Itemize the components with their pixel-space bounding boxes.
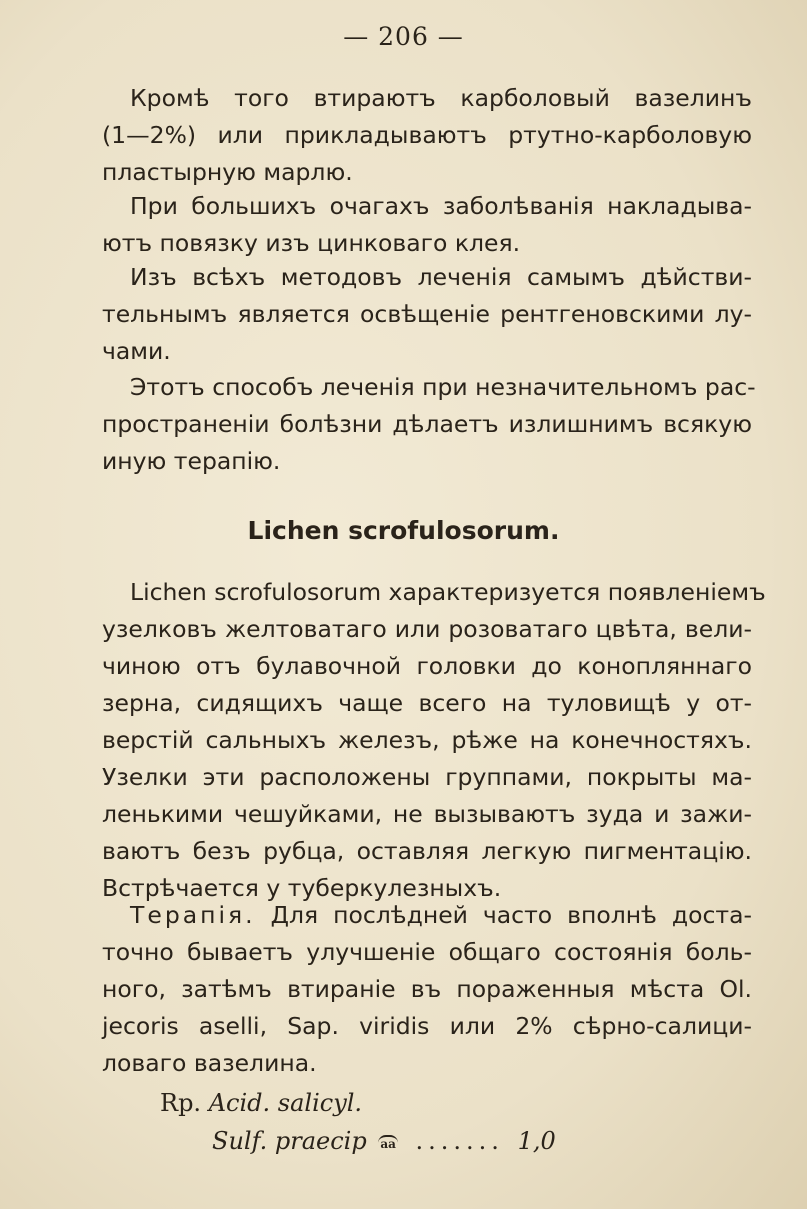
text-line: ленькими чешуйками, не вызываютъ зуда и зажи-	[102, 800, 752, 828]
paragraph-method-summary	[102, 369, 756, 480]
section-heading: Lichen scrofulosorum.	[247, 516, 560, 545]
prescription-ingredient: Sulf. praecip	[212, 1127, 367, 1155]
text-line: ютъ повязку изъ цинковаго клея.	[102, 229, 521, 257]
text-line: пространеніи болѣзни дѣлаетъ излишнимъ всякую	[102, 410, 752, 438]
page-number: — 206 —	[343, 22, 464, 51]
rp-label: Rp.	[160, 1089, 202, 1117]
text-line: точно бываетъ улучшеніе общаго состоянія боль-	[102, 938, 752, 966]
text-line: чиною отъ булавочной головки до конопляннаго	[102, 652, 752, 680]
text-line: пластырную марлю.	[102, 158, 353, 186]
paragraph-xray-treatment	[102, 259, 752, 370]
text-line: Встрѣчается у туберкулезныхъ.	[102, 874, 502, 902]
text-line: тельнымъ является освѣщеніе рентгеновскими лу-	[102, 300, 752, 328]
text-line: (1—2%) или прикладываютъ ртутно-карболовую	[102, 121, 752, 149]
prescription-line	[160, 1084, 556, 1122]
text-line: ваютъ безъ рубца, оставляя легкую пигментацію.	[102, 837, 752, 865]
prescription-ingredient: Acid. salicyl.	[208, 1089, 363, 1117]
text-line: Кромѣ того втираютъ карболовый вазелинъ	[130, 84, 752, 112]
ana-symbol: aa	[380, 1136, 396, 1151]
text-line: ного, затѣмъ втираніе въ пораженныя мѣста Ol.	[102, 975, 752, 1003]
text-line	[102, 897, 752, 934]
prescription	[160, 1084, 556, 1160]
therapy-label: Терапія.	[130, 901, 256, 929]
text-line: верстій сальныхъ железъ, рѣже на конечностяхъ.	[102, 726, 752, 754]
text-line: jecoris aselli, Sap. viridis или 2% сѣрно-салици-	[102, 1012, 752, 1040]
prescription-dose: 1,0	[517, 1127, 556, 1155]
text-line: Lichen scrofulosorum характеризуется появленіемъ	[130, 578, 766, 606]
paragraph-therapy	[102, 897, 752, 1082]
text-line: Этотъ способъ леченія при незначительномъ рас-	[130, 373, 756, 401]
paragraph-carbolic-vaseline	[102, 80, 752, 191]
text-line: иную терапію.	[102, 447, 281, 475]
text-line: Изъ всѣхъ методовъ леченія самымъ дѣйстви-	[130, 263, 752, 291]
paragraph-lichen-description	[102, 574, 766, 907]
text-line: Узелки эти расположены группами, покрыты ма-	[102, 763, 752, 791]
text-line: При большихъ очагахъ заболѣванія накладыва-	[130, 192, 752, 220]
text-line: узелковъ желтоватаго или розоватаго цвѣта, вели-	[102, 615, 752, 643]
prescription-line	[160, 1122, 556, 1160]
text-line: чами.	[102, 337, 171, 365]
paragraph-zinc-glue	[102, 188, 752, 262]
leader-dots: .......	[415, 1127, 504, 1155]
text-line: зерна, сидящихъ чаще всего на туловищѣ у от-	[102, 689, 752, 717]
text-line: ловаго вазелина.	[102, 1049, 317, 1077]
text-fragment: Для послѣдней часто вполнѣ доста-	[270, 901, 752, 929]
